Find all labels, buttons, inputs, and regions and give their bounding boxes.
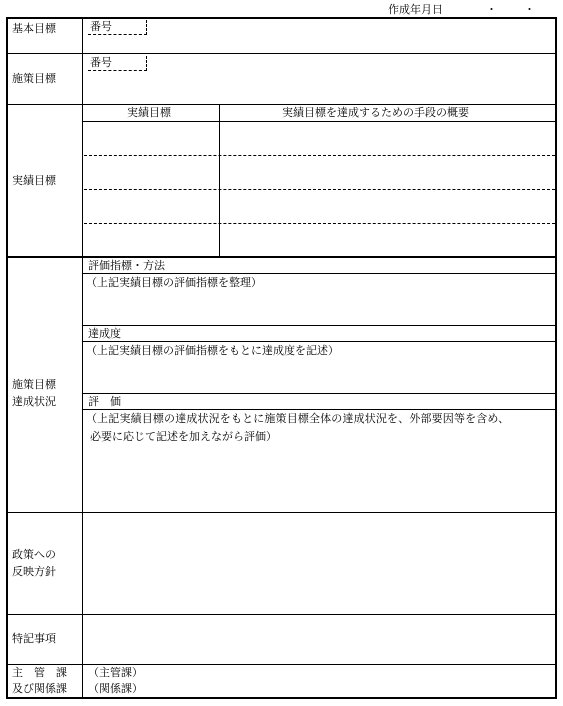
status-label-line2: 達成状況 bbox=[12, 395, 56, 408]
status-subline bbox=[83, 393, 556, 394]
status-label-line1: 施策目標 bbox=[12, 378, 56, 391]
achievement-dashed-line bbox=[84, 223, 555, 224]
evaluation-header: 評 価 bbox=[88, 395, 121, 408]
achievement-degree-note: （上記実績目標の評価指標をもとに達成度を記述） bbox=[86, 344, 339, 357]
row-separator bbox=[7, 53, 556, 54]
achievement-dashed-line bbox=[84, 189, 555, 190]
reflection-label-line2: 反映方針 bbox=[12, 565, 56, 578]
achievement-degree-header: 達成度 bbox=[88, 327, 121, 340]
achievement-dashed-line bbox=[84, 155, 555, 156]
row-separator bbox=[7, 512, 556, 513]
status-subline bbox=[83, 341, 556, 342]
status-subline bbox=[83, 409, 556, 410]
table-bottom-border bbox=[6, 697, 557, 699]
eval-index-note: （上記実績目標の評価指標を整理） bbox=[86, 276, 262, 289]
achievement-col-header-means: 実績目標を達成するための手段の概要 bbox=[282, 106, 469, 119]
row-separator bbox=[7, 256, 556, 258]
achievement-col-header-goal: 実績目標 bbox=[127, 106, 171, 119]
policy-goal-number-label: 番号 bbox=[90, 56, 112, 69]
row-separator bbox=[7, 664, 556, 665]
eval-index-header: 評価指標・方法 bbox=[88, 259, 165, 272]
achievement-header-line bbox=[83, 121, 556, 122]
departments-label-line2: 及び関係課 bbox=[12, 682, 67, 695]
special-notes-label: 特記事項 bbox=[12, 632, 56, 645]
reflection-label-line1: 政策への bbox=[12, 548, 56, 561]
date-separator-2: ・ bbox=[524, 3, 535, 16]
table-top-border bbox=[6, 17, 557, 19]
achievement-column-divider bbox=[219, 104, 220, 256]
main-department-value: （主管課） bbox=[88, 666, 143, 679]
basic-goal-number-label: 番号 bbox=[90, 20, 112, 33]
related-department-value: （関係課） bbox=[88, 682, 143, 695]
evaluation-note-line2: 必要に応じて記述を加えながら評価） bbox=[90, 430, 277, 443]
table-left-border bbox=[6, 17, 8, 699]
status-subline bbox=[83, 273, 556, 274]
row-separator bbox=[7, 104, 556, 105]
policy-goal-label: 施策目標 bbox=[12, 72, 56, 85]
label-column-divider bbox=[82, 18, 83, 698]
basic-goal-label: 基本目標 bbox=[12, 22, 56, 35]
date-separator-1: ・ bbox=[486, 3, 497, 16]
evaluation-note-line1: （上記実績目標の達成状況をもとに施策目標全体の達成状況を、外部要因等を含め、 bbox=[86, 412, 510, 425]
date-label: 作成年月日 bbox=[388, 3, 443, 16]
departments-label-line1: 主 管 課 bbox=[12, 666, 67, 679]
row-separator bbox=[7, 614, 556, 615]
table-right-border bbox=[555, 17, 557, 699]
status-subline bbox=[83, 325, 556, 326]
achievement-label: 実績目標 bbox=[12, 174, 56, 187]
